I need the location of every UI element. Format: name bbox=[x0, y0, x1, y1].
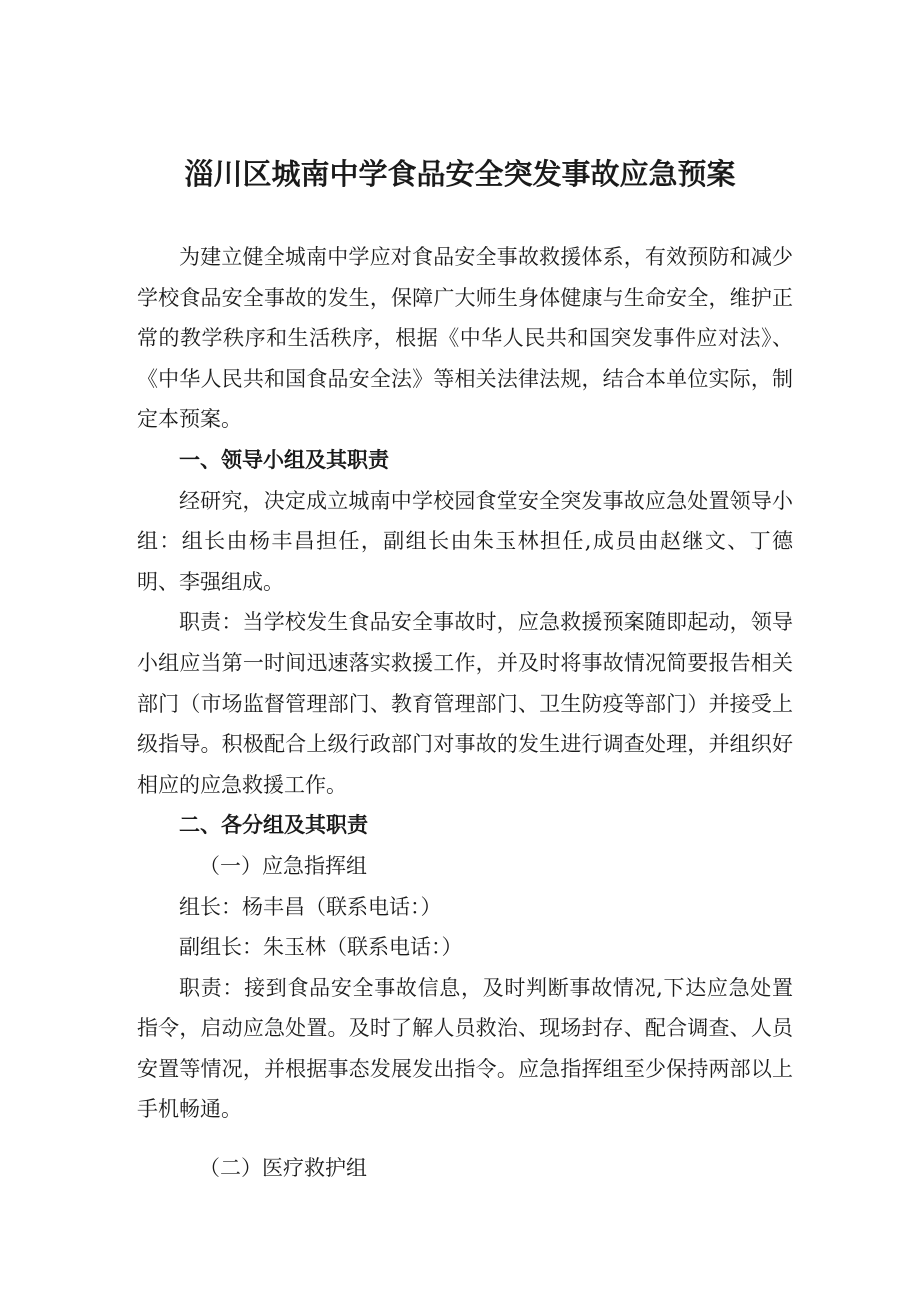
leadership-duty-paragraph: 职责：当学校发生食品安全事故时，应急救援预案随即起动，领导小组应当第一时间迅速落实救援工作，并及时将事故情况简要报告相关部门（市场监督管理部门、教育管理部门、卫生防疫等部门）并接受上级指导。积极配合上级行政部门对事故的发生进行调查处理，并组织好相应的应急救援工作。 bbox=[137, 610, 793, 797]
leadership-composition-paragraph: 经研究，决定成立城南中学校园食堂安全突发事故应急处置领导小组：组长由杨丰昌担任，副组长由朱玉林担任,成员由赵继文、丁德明、李强组成。 bbox=[137, 488, 793, 594]
command-group-duty-paragraph: 职责：接到食品安全事故信息，及时判断事故情况,下达应急处置指令，启动应急处置。及时了解人员救治、现场封存、配合调查、人员安置等情况，并根据事态发展发出指令。应急指挥组至少保持两部以上手机畅通。 bbox=[137, 975, 793, 1122]
intro-paragraph: 为建立健全城南中学应对食品安全事故救援体系，有效预防和减少学校食品安全事故的发生，保障广大师生身体健康与生命安全，维护正常的教学秩序和生活秩序，根据《中华人民共和国突发事件应对法》、《中华人民共和国食品安全法》等相关法律法规，结合本单位实际，制定本预案。 bbox=[137, 245, 793, 432]
document-body bbox=[137, 237, 793, 1189]
section-heading-leadership: 一、领导小组及其职责 bbox=[179, 447, 389, 472]
command-group-leader: 组长：杨丰昌（联系电话：） bbox=[179, 894, 442, 919]
document-title: 淄川区城南中学食品安全突发事故应急预案 bbox=[184, 157, 736, 191]
section-heading-subgroups: 二、各分组及其职责 bbox=[179, 813, 368, 838]
subgroup-title-command: （一）应急指挥组 bbox=[199, 853, 367, 878]
subgroup-title-medical: （二）医疗救护组 bbox=[199, 1156, 367, 1181]
command-group-deputy: 副组长：朱玉林（联系电话：） bbox=[179, 935, 463, 960]
